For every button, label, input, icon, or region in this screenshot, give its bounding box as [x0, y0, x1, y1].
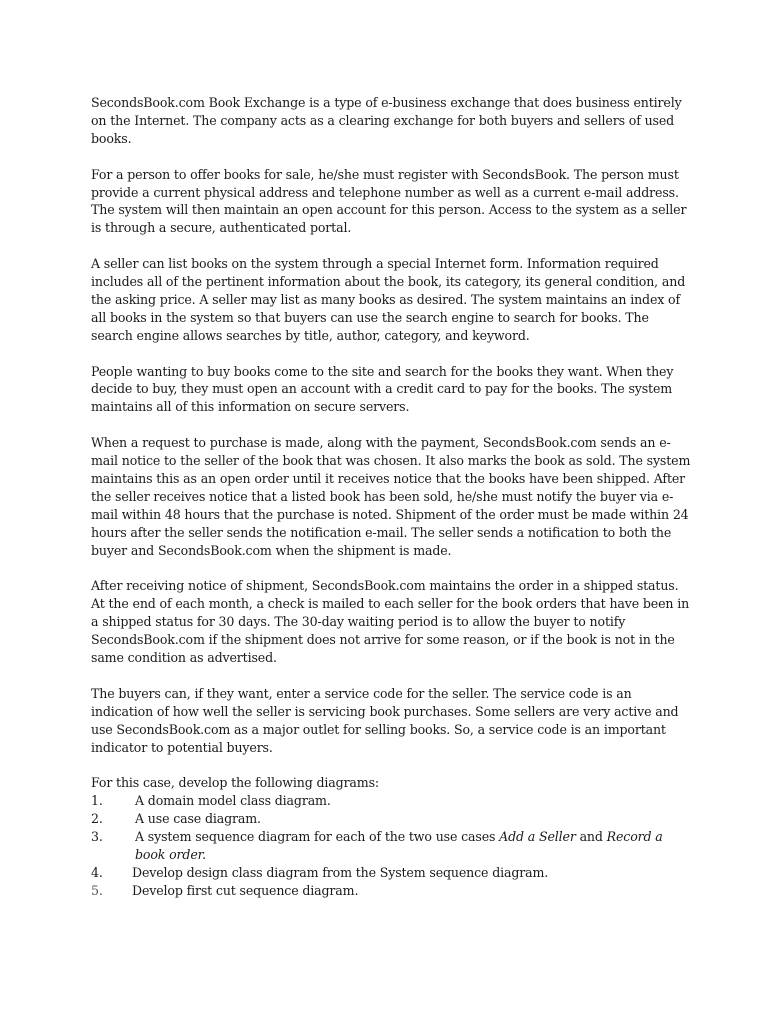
- document-page: [91, 94, 691, 900]
- list-item-text-before: A system sequence diagram for each of the two use cases: [135, 829, 500, 845]
- list-item: [91, 828, 691, 864]
- list-item-number: 4.: [91, 864, 103, 880]
- list-item-number: 3.: [91, 829, 103, 845]
- paragraph-purchase-request: When a request to purchase is made, along with the payment, SecondsBook.com sends an e-mail notice to the seller of the book that was chosen. It also marks the book as sold. The system maintains this as an open order until it receives notice that the books have been shipped. After the seller receives notice that a listed book has been sold, he/she must notify the buyer via e-mail within 48 hours that the purchase is noted. Shipment of the order must be made within 24 hours after the seller sends the notification e-mail. The seller sends a notification to both the buyer and SecondsBook.com when the shipment is made.: [91, 435, 691, 558]
- list-item-text: Develop first cut sequence diagram.: [132, 882, 359, 898]
- list-item-text: [135, 829, 663, 862]
- list-item: [91, 810, 691, 828]
- list-item-text: Develop design class diagram from the System sequence diagram.: [132, 864, 549, 880]
- use-case-add-seller: Add a Seller: [499, 829, 576, 845]
- list-item: [91, 864, 691, 882]
- list-item-text: A use case diagram.: [135, 811, 261, 827]
- list-item: [91, 792, 691, 810]
- task-intro: For this case, develop the following diagrams:: [91, 775, 379, 791]
- list-item-number: 5.: [91, 882, 103, 898]
- paragraph-shipment: After receiving notice of shipment, SecondsBook.com maintains the order in a shipped status. At the end of each month, a check is mailed to each seller for the book orders that have been in a shipped status for 30 days. The 30-day waiting period is to allow the buyer to notify SecondsBook.com if the shipment does not arrive for some reason, or if the book is not in the same condition as advertised.: [91, 578, 690, 666]
- list-item-number: 1.: [91, 793, 103, 809]
- paragraph-service-code: The buyers can, if they want, enter a service code for the seller. The service code is an indication of how well the seller is servicing book purchases. Some sellers are very active and use SecondsBook.com as a major outlet for selling books. So, a service code is an important indicator to potential buyers.: [91, 685, 679, 755]
- paragraph-intro: SecondsBook.com Book Exchange is a type of e-business exchange that does business entirely on the Internet. The company acts as a clearing exchange for both buyers and sellers of used books.: [91, 95, 682, 146]
- paragraph-buyers: People wanting to buy books come to the site and search for the books they want. When they decide to buy, they must open an account with a credit card to pay for the books. The system maintains all of this information on secure servers.: [91, 363, 674, 415]
- task-list: [91, 792, 691, 899]
- paragraph-seller-registration: For a person to offer books for sale, he/she must register with SecondsBook. The person must provide a current physical address and telephone number as well as a current e-mail address. The system will then maintain an open account for this person. Access to the system as a seller is through a secure, authenticated portal.: [91, 166, 687, 236]
- paragraph-seller-listing: A seller can list books on the system through a special Internet form. Information required includes all of the pertinent information about the book, its category, its general condition, and the asking price. A seller may list as many books as desired. The system maintains an index of all books in the system so that buyers can use the search engine to search for books. The search engine allows searches by title, author, category, and keyword.: [91, 256, 686, 343]
- list-item: [91, 882, 691, 900]
- use-case-record-book-order: Record a book order.: [135, 829, 663, 862]
- task-section: [91, 774, 691, 899]
- list-item-number: 2.: [91, 811, 103, 827]
- list-item-text: A domain model class diagram.: [135, 793, 331, 809]
- list-item-text-middle: and: [575, 829, 607, 845]
